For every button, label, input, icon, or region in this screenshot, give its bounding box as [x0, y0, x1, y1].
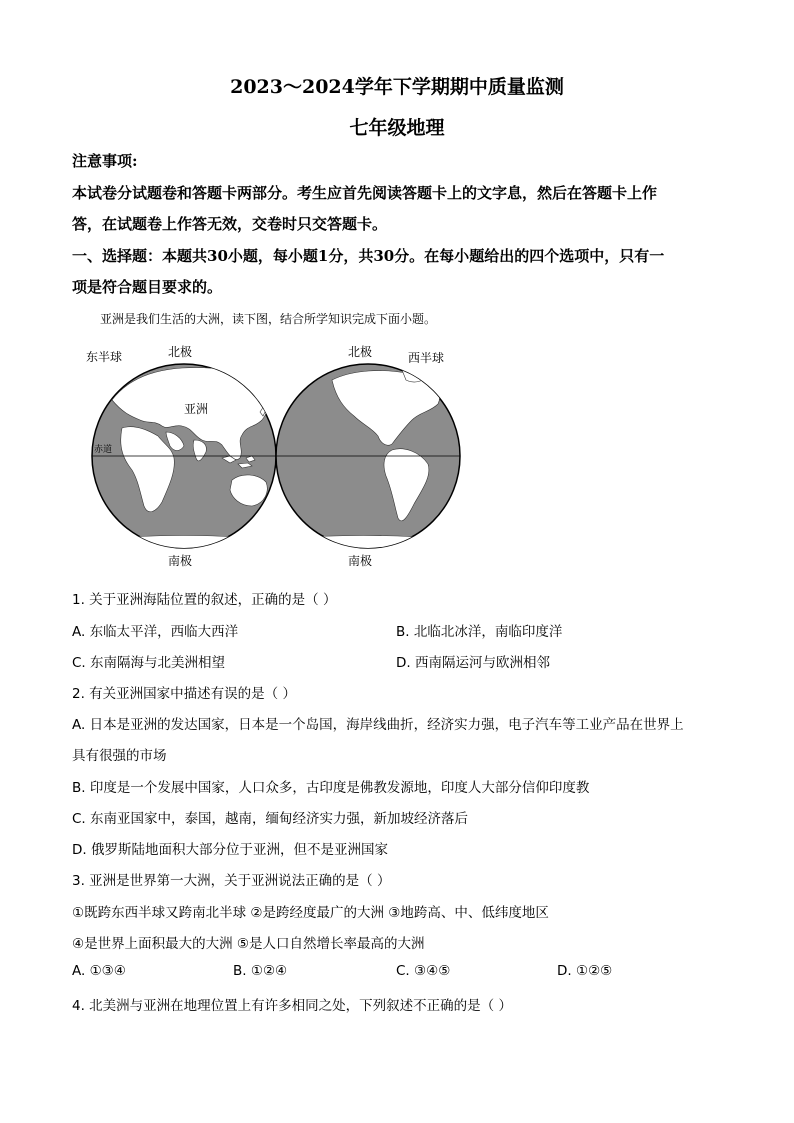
question-2-option-d[interactable]: D. 俄罗斯陆地面积大部分位于亚洲，但不是亚洲国家 — [72, 842, 388, 858]
notice-line-1: 本试卷分试题卷和答题卡两部分。考生应首先阅读答题卡上的文字息，然后在答题卡上作 — [72, 184, 658, 202]
question-1-stem: 1. 关于亚洲海陆位置的叙述，正确的是（ ） — [72, 592, 337, 608]
question-4-stem: 4. 北美洲与亚洲在地理位置上有许多相同之处，下列叙述不正确的是（ ） — [72, 998, 512, 1014]
question-2-option-b[interactable]: B. 印度是一个发展中国家，人口众多，古印度是佛教发源地，印度人大部分信仰印度教 — [72, 780, 590, 796]
question-2-stem: 2. 有关亚洲国家中描述有误的是（ ） — [72, 686, 296, 702]
question-2-option-c[interactable]: C. 东南亚国家中，泰国，越南，缅甸经济实力强，新加坡经济落后 — [72, 811, 469, 827]
exam-title: 2023～2024学年下学期期中质量监测 — [230, 76, 564, 98]
greenland-landmass — [402, 367, 428, 382]
south-pole-label-right: 南极 — [348, 554, 373, 568]
question-3-option-a[interactable]: A. ①③④ — [72, 963, 126, 979]
north-pole-label-left: 北极 — [168, 345, 193, 359]
asia-label: 亚洲 — [184, 402, 209, 416]
question-1-option-c[interactable]: C. 东南隔海与北美洲相望 — [72, 655, 226, 671]
question-3-statements-1: ①既跨东西半球又跨南北半球 ②是跨经度最广的大洲 ③地跨高、中、低纬度地区 — [72, 905, 549, 921]
question-1-option-b[interactable]: B. 北临北冰洋，南临印度洋 — [396, 624, 563, 640]
western-hemisphere — [276, 364, 460, 572]
question-2-option-a[interactable]: A. 日本是亚洲的发达国家，日本是一个岛国，海岸线曲折，经济实力强，电子汽车等工业产品在世界上 — [72, 717, 684, 733]
question-1-option-a[interactable]: A. 东临太平洋，西临大西洋 — [72, 624, 239, 640]
question-3-option-c[interactable]: C. ③④⑤ — [396, 963, 451, 979]
south-pole-label-left: 南极 — [168, 554, 193, 568]
west-hemisphere-label: 西半球 — [408, 351, 445, 365]
question-2-option-a-cont[interactable]: 具有很强的市场 — [72, 748, 167, 764]
notice-heading: 注意事项: — [72, 152, 138, 170]
question-3-option-d[interactable]: D. ①②⑤ — [557, 963, 613, 979]
east-hemisphere-label: 东半球 — [86, 350, 123, 364]
question-3-option-b[interactable]: B. ①②④ — [233, 963, 288, 979]
hemisphere-map — [82, 340, 482, 572]
question-intro: 亚洲是我们生活的大洲，读下图，结合所学知识完成下面小题。 — [100, 312, 437, 326]
question-3-stem: 3. 亚洲是世界第一大洲，关于亚洲说法正确的是（ ） — [72, 873, 391, 889]
section-heading-1: 一、选择题：本题共30小题，每小题1分，共30分。在每小题给出的四个选项中，只有一 — [72, 247, 665, 265]
exam-subtitle: 七年级地理 — [349, 117, 445, 139]
section-heading-2: 项是符合题目要求的。 — [72, 278, 223, 296]
north-pole-label-right: 北极 — [348, 345, 373, 359]
question-1-option-d[interactable]: D. 西南隔运河与欧洲相邻 — [396, 655, 550, 671]
equator-label: 赤道 — [94, 445, 113, 455]
question-3-statements-2: ④是世界上面积最大的大洲 ⑤是人口自然增长率最高的大洲 — [72, 936, 425, 952]
notice-line-2: 答，在试题卷上作答无效，交卷时只交答题卡。 — [72, 215, 388, 233]
eastern-hemisphere — [92, 364, 276, 572]
